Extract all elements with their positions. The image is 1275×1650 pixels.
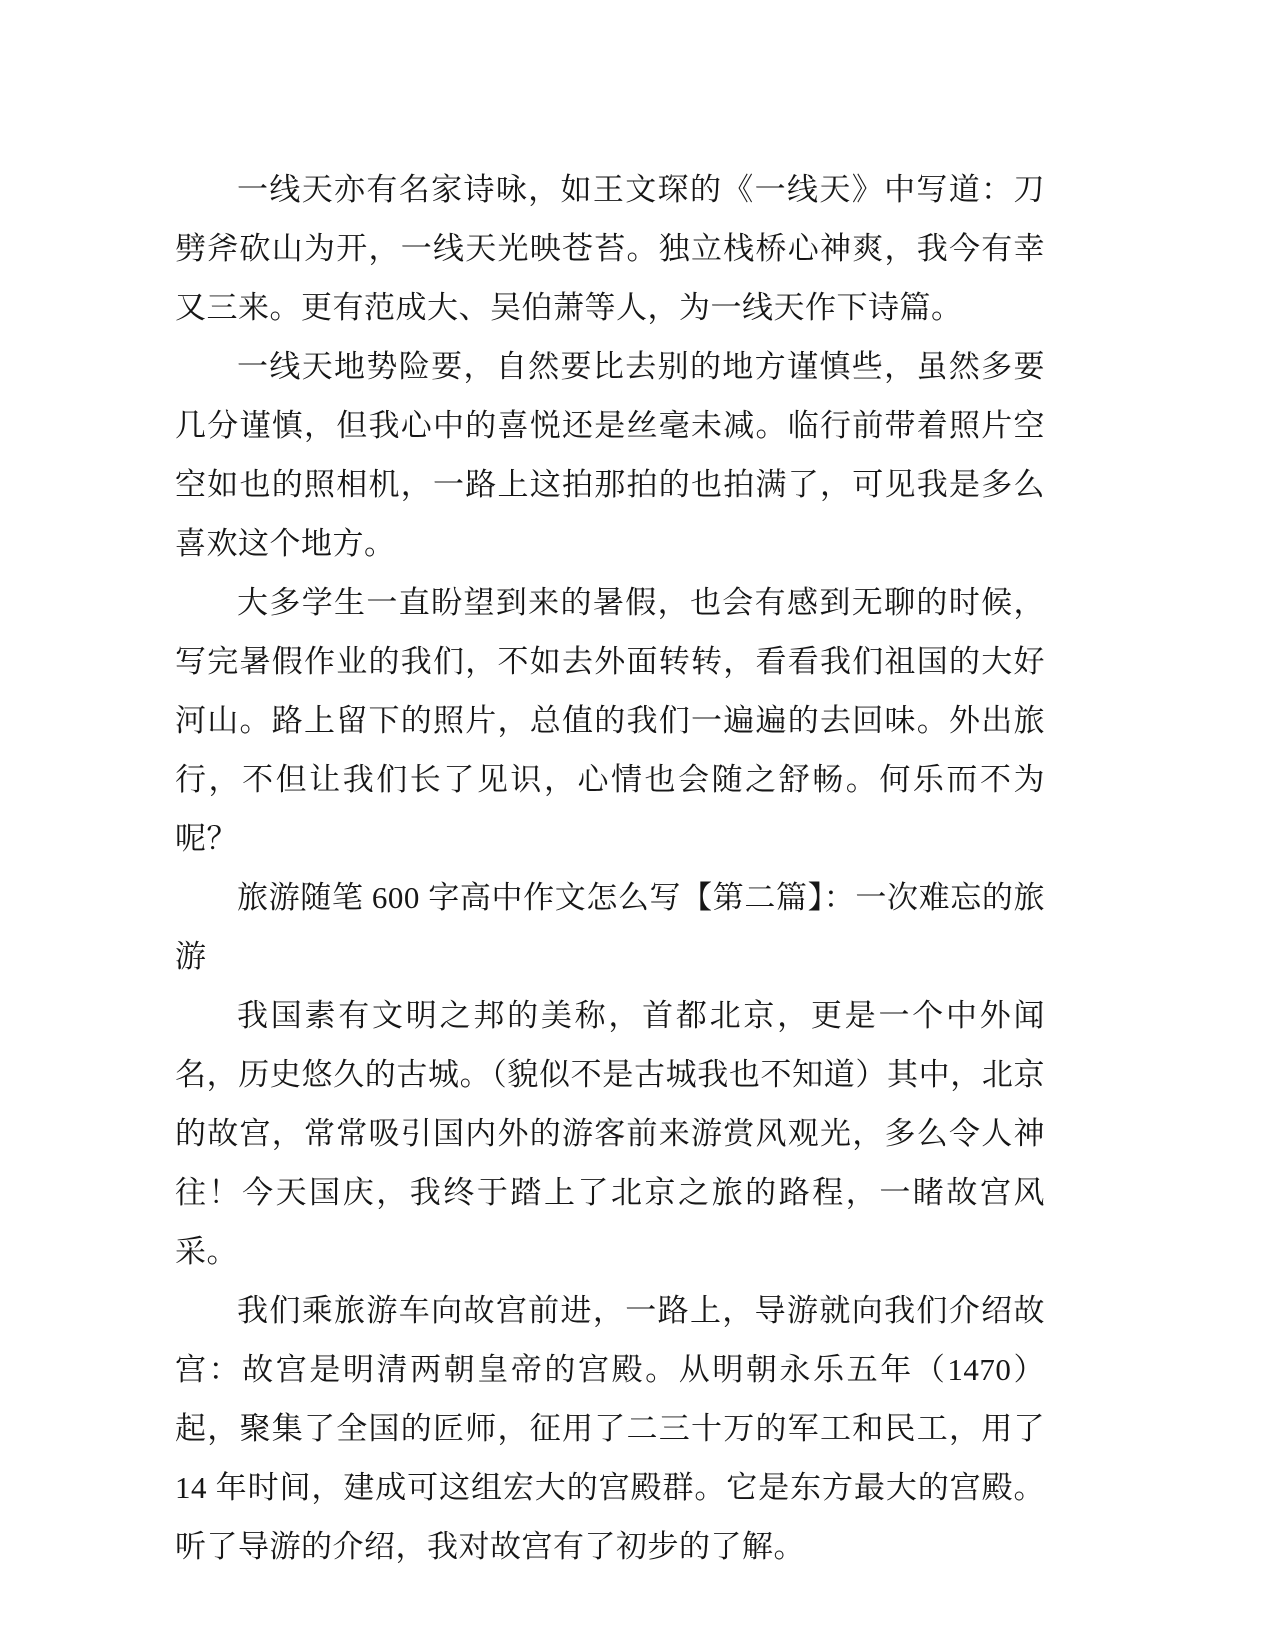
- paragraph-summer-travel: 大多学生一直盼望到来的暑假，也会有感到无聊的时候，写完暑假作业的我们，不如去外面转转，看看我们祖国的大好河山。路上留下的照片，总值的我们一遍遍的去回味。外出旅行，不但让我们长了见识，心情也会随之舒畅。何乐而不为呢？: [175, 585, 1045, 856]
- essay-text-block: [175, 160, 1045, 1576]
- paragraph-yixiantian-terrain: 一线天地势险要，自然要比去别的地方谨慎些，虽然多要几分谨慎，但我心中的喜悦还是丝毫未减。临行前带着照片空空如也的照相机，一路上这拍那拍的也拍满了，可见我是多么喜欢这个地方。: [175, 349, 1045, 561]
- paragraph-beijing-intro: 我国素有文明之邦的美称，首都北京，更是一个中外闻名，历史悠久的古城。（貌似不是古城我也不知道）其中，北京的故宫，常常吸引国内外的游客前来游赏风观光，多么令人神往！今天国庆，我终于踏上了北京之旅的路程，一睹故宫风采。: [175, 998, 1045, 1269]
- paragraph-gugong-guide: 我们乘旅游车向故宫前进，一路上，导游就向我们介绍故宫：故宫是明清两朝皇帝的宫殿。从明朝永乐五年（1470）起，聚集了全国的匠师，征用了二三十万的军工和民工，用了 14 年时间，建成可这组宏大的宫殿群。它是东方最大的宫殿。听了导游的介绍，我对故宫有了初步的了解。: [175, 1293, 1045, 1564]
- paragraph-yixiantian-poems: 一线天亦有名家诗咏，如王文琛的《一线天》中写道：刀劈斧砍山为开，一线天光映苍苔。独立栈桥心神爽，我今有幸又三来。更有范成大、吴伯萧等人，为一线天作下诗篇。: [175, 172, 1045, 325]
- section-heading-essay-two: 旅游随笔 600 字高中作文怎么写【第二篇】：一次难忘的旅游: [175, 880, 1045, 974]
